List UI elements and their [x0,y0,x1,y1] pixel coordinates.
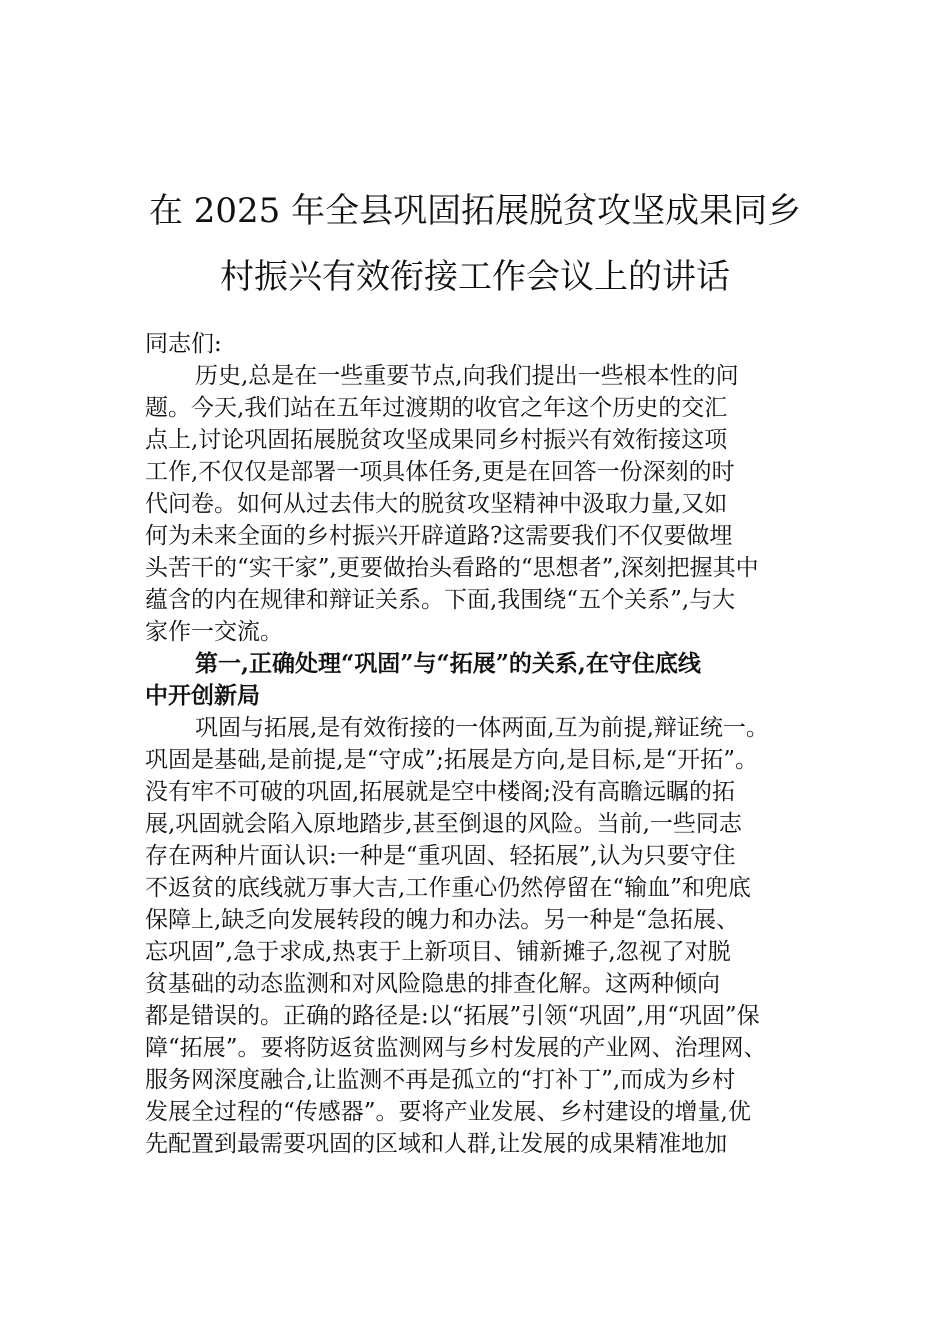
paragraph-line: 存在两种片面认识:一种是“重巩固、轻拓展”,认为只要守住 [145,843,736,869]
paragraph-line: 没有牢不可破的巩固,拓展就是空中楼阁;没有高瞻远瞩的拓 [145,779,736,805]
paragraph-line: 家作一交流。 [145,619,283,645]
paragraph-line: 服务网深度融合,让监测不再是孤立的“打补丁”,而成为乡村 [145,1067,736,1093]
heading-line: 中开创新局 [145,682,260,709]
paragraph-line: 代问卷。如何从过去伟大的脱贫攻坚精神中汲取力量,又如 [145,491,728,517]
paragraph-line: 贫基础的动态监测和对风险隐患的排查化解。这两种倾向 [145,971,720,997]
paragraph-line: 工作,不仅仅是部署一项具体任务,更是在回答一份深刻的时 [145,459,735,485]
heading-line: 第一,正确处理“巩固”与“拓展”的关系,在守住底线 [195,650,701,677]
paragraph-line: 障“拓展”。要将防返贫监测网与乡村发展的产业网、治理网、 [145,1035,767,1061]
paragraph-line: 都是错误的。正确的路径是:以“拓展”引领“巩固”,用“巩固”保 [145,1003,760,1029]
paragraph-line: 巩固是基础,是前提,是“守成”;拓展是方向,是目标,是“开拓”。 [145,747,759,773]
paragraph-introduction [145,360,825,648]
page-title [120,178,830,310]
paragraph-line: 保障上,缺乏向发展转段的魄力和办法。另一种是“急拓展、 [145,907,740,933]
paragraph-line: 头苦干的“实干家”,更要做抬头看路的“思想者”,深刻把握其中 [145,555,759,581]
paragraph-line: 题。今天,我们站在五年过渡期的收官之年这个历史的交汇 [145,395,728,421]
paragraph-line: 先配置到最需要巩固的区域和人群,让发展的成果精准地加 [145,1131,728,1157]
paragraph-line: 历史,总是在一些重要节点,向我们提出一些根本性的问 [195,363,739,389]
title-line: 村振兴有效衔接工作会议上的讲话 [220,256,730,297]
paragraph-line: 何为未来全面的乡村振兴开辟道路?这需要我们不仅要做埋 [145,523,733,549]
paragraph-line: 不返贫的底线就万事大吉,工作重心仍然停留在“输血”和兜底 [145,875,751,901]
paragraph-line: 点上,讨论巩固拓展脱贫攻坚成果同乡村振兴有效衔接这项 [145,427,728,453]
title-line: 在 2025 年全县巩固拓展脱贫攻坚成果同乡 [148,190,802,231]
speech-body [145,328,825,1160]
paragraph-line: 蕴含的内在规律和辩证关系。下面,我围绕“五个关系”,与大 [145,587,736,613]
paragraph-line: 发展全过程的“传感器”。要将产业发展、乡村建设的增量,优 [145,1099,751,1125]
paragraph-line: 展,巩固就会陷入原地踏步,甚至倒退的风险。当前,一些同志 [145,811,742,837]
paragraph-line: 巩固与拓展,是有效衔接的一体两面,互为前提,辩证统一。 [195,715,769,741]
salutation: 同志们: [145,331,222,357]
paragraph-line: 忘巩固”,急于求成,热衷于上新项目、铺新摊子,忽视了对脱 [145,939,731,965]
section-heading [145,648,825,712]
paragraph-consolidate-expand [145,712,825,1160]
